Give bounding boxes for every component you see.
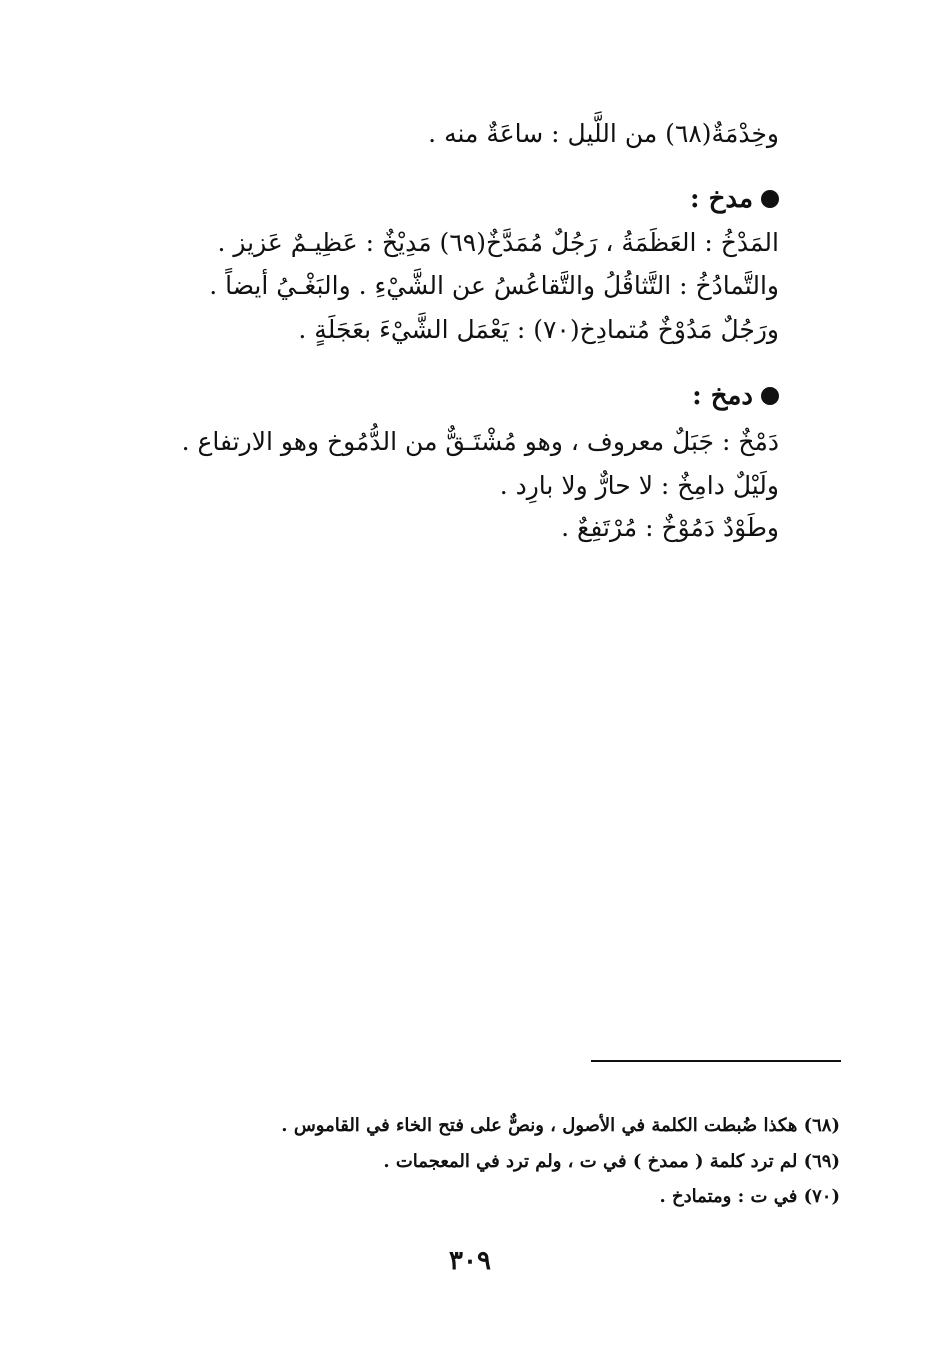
bullet-icon [761,190,779,208]
footnote-divider [591,1060,841,1062]
entry-line: المَدْخُ : العَظَمَةُ ، رَجُلٌ مُمَدَّخٌ(٦٩) مَدِيْخٌ : عَظِيـمٌ عَزيز . [217,228,779,257]
bullet-icon [761,387,779,405]
entry-line: دَمْخٌ : جَبَلٌ معروف ، وهو مُشْتَـقٌّ من الدُّمُوخ وهو الارتفاع . [181,427,779,456]
intro-line: وخِدْمَةٌ(٦٨) من اللَّيل : ساعَةٌ منه . [428,119,779,148]
entry-line: وطَوْدٌ دَمُوْخٌ : مُرْتَفِعٌ . [561,513,779,542]
section-heading-damakh [692,378,779,414]
entry-line: والتَّمادُخُ : التَّثاقُلُ والتَّقاعُسُ عن الشَّيْءِ . والبَغْـيُ أيضاً . [209,271,779,300]
section-heading-text: مدخ : [689,184,753,214]
section-heading-text: دمخ : [692,381,753,411]
page-number: ٣٠٩ [449,1246,491,1276]
footnote: (٧٠) في ت : ومتمادخ . [659,1186,840,1207]
section-heading-madakh [690,181,779,217]
entry-line: ورَجُلٌ مَدُوْخٌ مُتمادِخ(٧٠) : يَعْمَل الشَّيْءَ بعَجَلَةٍ . [298,315,779,344]
entry-line: ولَيْلٌ دامِخٌ : لا حارٌّ ولا بارِد . [499,471,779,500]
footnote: (٦٨) هكذا ضُبطت الكلمة في الأصول ، ونصٌّ على فتح الخاء في القاموس . [281,1115,840,1136]
footnote: (٦٩) لم ترد كلمة ( ممدخ ) في ت ، ولم ترد في المعجمات . [383,1151,840,1172]
